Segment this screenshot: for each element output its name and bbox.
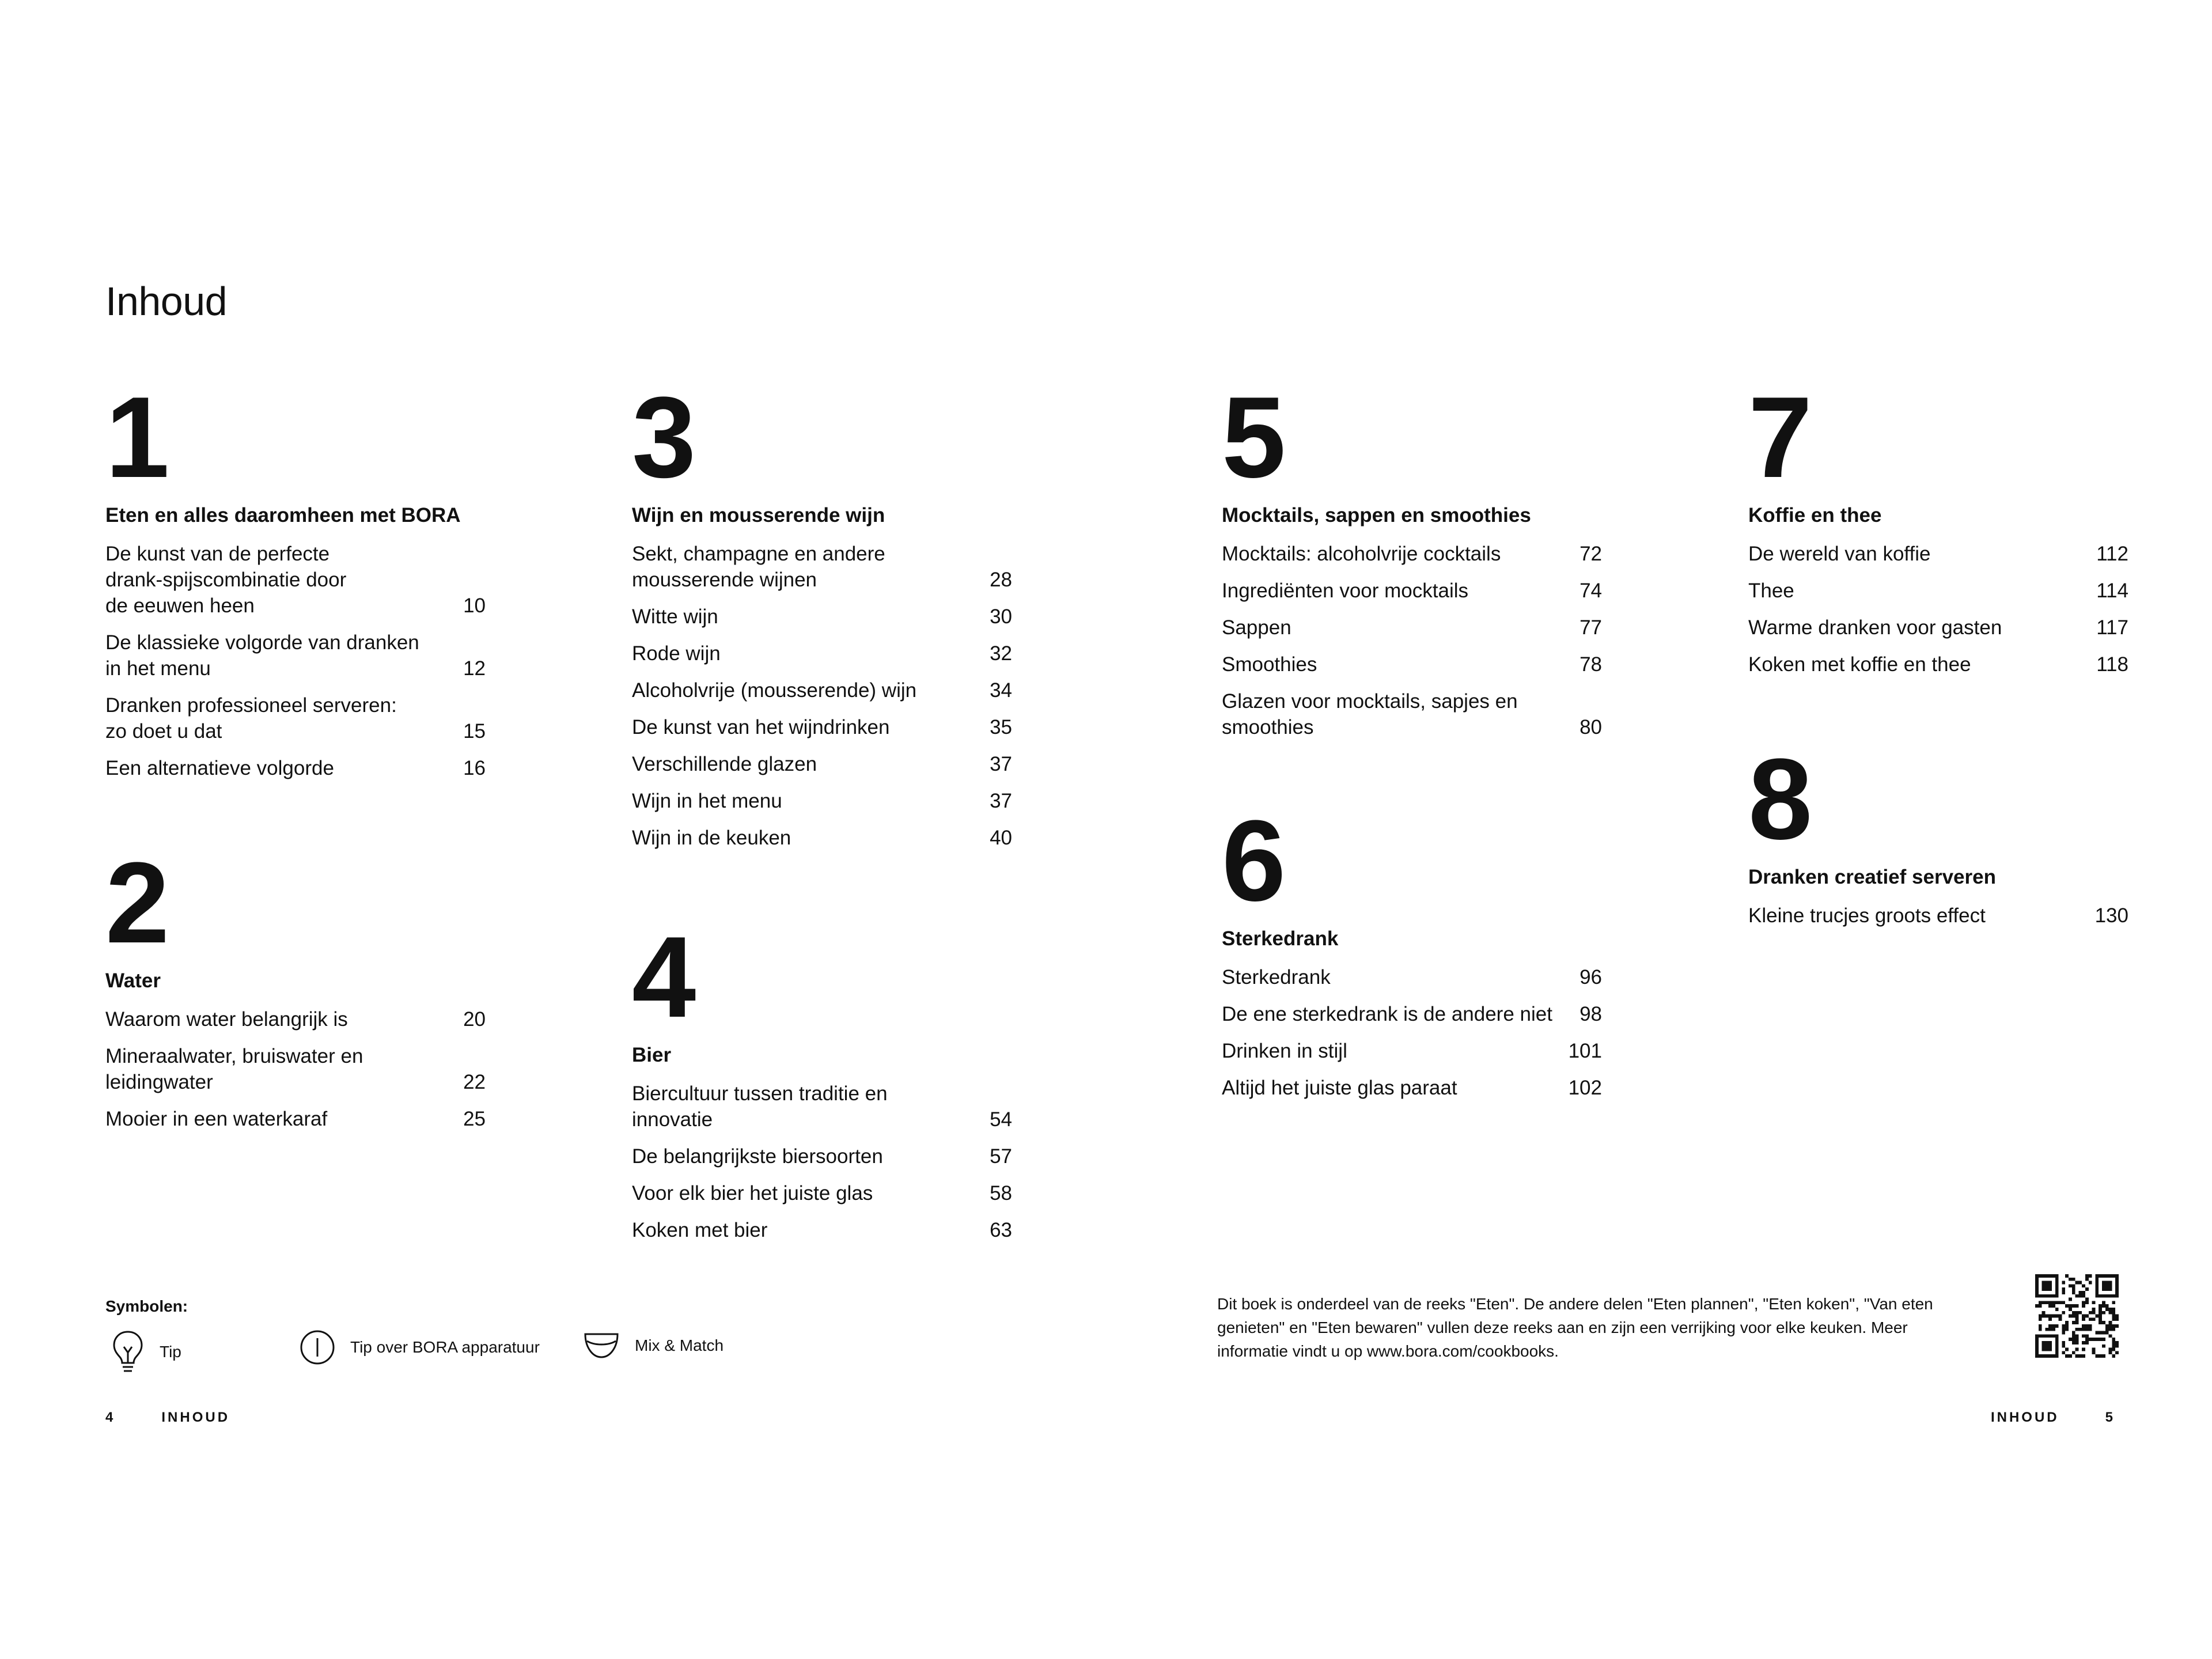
toc-entry-page: 32 — [990, 642, 1012, 665]
toc-entry — [1222, 1001, 1602, 1027]
toc-entry — [632, 788, 1012, 814]
running-header: INHOUD — [161, 1410, 230, 1425]
toc-entry-title: Wijn in het menu — [632, 790, 782, 812]
toc-entry-page: 25 — [463, 1108, 486, 1130]
toc-entry-page: 96 — [1580, 966, 1602, 988]
toc-entry-title: Glazen voor mocktails, sapjes en smoothies — [1222, 690, 1518, 738]
toc-entry-page: 34 — [990, 679, 1012, 702]
chapter-title: Water — [105, 969, 161, 992]
toc-entry — [632, 1180, 1012, 1206]
toc-entry — [1748, 578, 2128, 604]
toc-entry-title: De belangrijkste biersoorten — [632, 1145, 883, 1168]
qr-code-icon — [2035, 1274, 2119, 1358]
toc-entry-page: 35 — [990, 716, 1012, 738]
chapter-number: 5 — [1222, 373, 1284, 502]
series-note: Dit boek is onderdeel van de reeks "Eten". De andere delen "Eten plannen", "Eten koken", "Van eten genieten" en "Eten bewaren" vullen deze reeks aan en zijn een verrijking voor elke keuken. Meer informatie vindt u op www.bora.com/cookbooks. — [1217, 1295, 1933, 1360]
symbol-mix-match — [583, 1330, 724, 1362]
lightbulb-icon — [111, 1330, 145, 1374]
chapter-entries — [1222, 964, 1602, 1101]
toc-entry — [632, 604, 1012, 630]
toc-entry — [1748, 541, 2128, 567]
toc-entry-page: 16 — [463, 757, 486, 779]
chapter-number: 7 — [1748, 373, 1810, 502]
toc-entry-page: 117 — [2096, 616, 2128, 639]
toc-entry-page: 112 — [2096, 543, 2128, 565]
symbol-label: Mix & Match — [635, 1336, 724, 1354]
footer-right — [1991, 1409, 2115, 1426]
toc-entry-page: 74 — [1580, 579, 1602, 602]
toc-entry-page: 40 — [990, 827, 1012, 849]
toc-entry-title: Sappen — [1222, 616, 1291, 639]
toc-entry-page: 10 — [463, 594, 486, 617]
toc-entry-page: 77 — [1580, 616, 1602, 639]
toc-entry — [632, 714, 1012, 740]
toc-entry-title: Thee — [1748, 579, 1794, 602]
page-title: Inhoud — [105, 279, 228, 324]
chapter-5 — [1222, 373, 1602, 751]
toc-entry — [105, 692, 486, 744]
toc-entry — [632, 825, 1012, 851]
toc-entry-title: Koken met bier — [632, 1219, 768, 1241]
chapter-title: Koffie en thee — [1748, 504, 1882, 527]
running-header: INHOUD — [1990, 1410, 2059, 1425]
toc-entry-page: 54 — [990, 1108, 1012, 1131]
chapter-entries — [632, 541, 1012, 851]
toc-entry-title: Drinken in stijl — [1222, 1040, 1347, 1062]
toc-entry — [632, 641, 1012, 666]
chapter-number: 2 — [105, 839, 168, 967]
chapter-title: Mocktails, sappen en smoothies — [1222, 504, 1531, 527]
toc-entry-title: Biercultuur tussen traditie en innovatie — [632, 1082, 888, 1131]
toc-entry-title: Smoothies — [1222, 653, 1317, 676]
symbol-tip — [111, 1330, 181, 1374]
toc-entry — [105, 630, 486, 681]
chapter-number: 8 — [1748, 735, 1810, 863]
toc-entry-page: 63 — [990, 1219, 1012, 1241]
chapter-entries — [1222, 541, 1602, 740]
symbol-label: Tip — [160, 1343, 181, 1361]
bowl-icon — [583, 1330, 620, 1362]
chapter-entries — [105, 1006, 486, 1132]
toc-entry-title: Verschillende glazen — [632, 753, 817, 775]
toc-entry — [632, 1217, 1012, 1243]
toc-entry-title: Witte wijn — [632, 605, 718, 628]
chapter-7 — [1748, 373, 2128, 688]
toc-entry-title: De klassieke volgorde van dranken in het menu — [105, 631, 419, 680]
toc-entry-title: Altijd het juiste glas paraat — [1222, 1077, 1457, 1099]
toc-entry-page: 12 — [463, 657, 486, 680]
toc-entry-page: 72 — [1580, 543, 1602, 565]
toc-entry — [1222, 688, 1602, 740]
toc-entry-title: Alcoholvrije (mousserende) wijn — [632, 679, 917, 702]
toc-entry-title: Mooier in een waterkaraf — [105, 1108, 328, 1130]
toc-entry — [1748, 903, 2128, 929]
toc-entry-title: De kunst van de perfecte drank-spijscombinatie door de eeuwen heen — [105, 543, 347, 617]
page-number: 4 — [105, 1410, 116, 1425]
chapter-8 — [1748, 735, 2128, 940]
toc-entry-page: 15 — [463, 720, 486, 743]
toc-entry-title: Sterkedrank — [1222, 966, 1331, 988]
toc-entry-title: Voor elk bier het juiste glas — [632, 1182, 873, 1205]
toc-entry-page: 37 — [990, 790, 1012, 812]
toc-entry — [1748, 615, 2128, 641]
footer-left — [105, 1409, 230, 1426]
chapter-number: 1 — [105, 373, 168, 502]
chapter-4 — [632, 913, 1012, 1254]
symbol-label: Tip over BORA apparatuur — [350, 1338, 540, 1356]
chapter-title: Eten en alles daaromheen met BORA — [105, 504, 461, 527]
toc-entry-title: Een alternatieve volgorde — [105, 757, 334, 779]
chapter-title: Wijn en mousserende wijn — [632, 504, 885, 527]
toc-entry-page: 28 — [990, 569, 1012, 591]
chapter-entries — [1748, 541, 2128, 677]
toc-entry — [1222, 578, 1602, 604]
chapter-1 — [105, 373, 486, 792]
chapter-title: Sterkedrank — [1222, 927, 1339, 950]
toc-entry-title: Waarom water belangrijk is — [105, 1008, 348, 1031]
chapter-title: Bier — [632, 1044, 672, 1066]
chapter-3 — [632, 373, 1012, 862]
toc-entry — [1222, 1038, 1602, 1064]
toc-entry-title: Ingrediënten voor mocktails — [1222, 579, 1468, 602]
toc-entry — [105, 755, 486, 781]
chapter-number: 6 — [1222, 797, 1284, 925]
toc-entry-title: De ene sterkedrank is de andere niet — [1222, 1003, 1552, 1025]
toc-entry — [632, 751, 1012, 777]
toc-entry — [1222, 652, 1602, 677]
toc-entry-page: 98 — [1580, 1003, 1602, 1025]
toc-entry — [632, 541, 1012, 593]
toc-entry-page: 37 — [990, 753, 1012, 775]
chapter-title: Dranken creatief serveren — [1748, 866, 1996, 888]
symbols-label: Symbolen: — [105, 1297, 188, 1315]
toc-entry-page: 118 — [2096, 653, 2128, 676]
toc-entry-page: 114 — [2096, 579, 2128, 602]
toc-entry-title: De wereld van koffie — [1748, 543, 1931, 565]
toc-entry-page: 20 — [463, 1008, 486, 1031]
toc-entry-title: Koken met koffie en thee — [1748, 653, 1971, 676]
chapter-number: 3 — [632, 373, 694, 502]
toc-entry-page: 101 — [1568, 1040, 1602, 1062]
toc-entry-title: Sekt, champagne en andere mousserende wijnen — [632, 543, 885, 591]
toc-entry — [1222, 1075, 1602, 1101]
toc-entry-page: 78 — [1580, 653, 1602, 676]
toc-entry-page: 58 — [990, 1182, 1012, 1205]
toc-entry — [632, 1143, 1012, 1169]
toc-entry-page: 57 — [990, 1145, 1012, 1168]
toc-entry — [105, 1006, 486, 1032]
toc-entry-title: Kleine trucjes groots effect — [1748, 904, 1986, 927]
toc-entry-page: 102 — [1568, 1077, 1602, 1099]
toc-entry-title: Wijn in de keuken — [632, 827, 791, 849]
chapter-6 — [1222, 797, 1602, 1112]
toc-entry-title: Rode wijn — [632, 642, 721, 665]
toc-entry — [1222, 964, 1602, 990]
toc-entry — [105, 1043, 486, 1095]
chapter-number: 4 — [632, 913, 694, 1041]
toc-entry — [1748, 652, 2128, 677]
chapter-entries — [105, 541, 486, 781]
info-circle-icon — [300, 1330, 335, 1365]
toc-entry-title: Mineraalwater, bruiswater en leidingwater — [105, 1045, 363, 1093]
chapter-entries — [1748, 903, 2128, 929]
toc-entry-page: 22 — [463, 1071, 486, 1093]
chapter-entries — [632, 1081, 1012, 1243]
toc-entry-title: Mocktails: alcoholvrije cocktails — [1222, 543, 1501, 565]
chapter-2 — [105, 839, 486, 1143]
toc-entry — [1222, 541, 1602, 567]
toc-entry-page: 80 — [1580, 716, 1602, 738]
symbol-bora-tip — [300, 1330, 540, 1365]
toc-entry — [632, 677, 1012, 703]
toc-entry — [105, 1106, 486, 1132]
toc-entry-title: Dranken professioneel serveren: zo doet u dat — [105, 694, 397, 743]
page-number: 5 — [2105, 1410, 2115, 1425]
toc-entry — [1222, 615, 1602, 641]
toc-entry-page: 30 — [990, 605, 1012, 628]
toc-entry-title: De kunst van het wijndrinken — [632, 716, 890, 738]
toc-entry — [632, 1081, 1012, 1132]
toc-entry-title: Warme dranken voor gasten — [1748, 616, 2002, 639]
toc-entry-page: 130 — [2094, 904, 2128, 927]
toc-entry — [105, 541, 486, 619]
